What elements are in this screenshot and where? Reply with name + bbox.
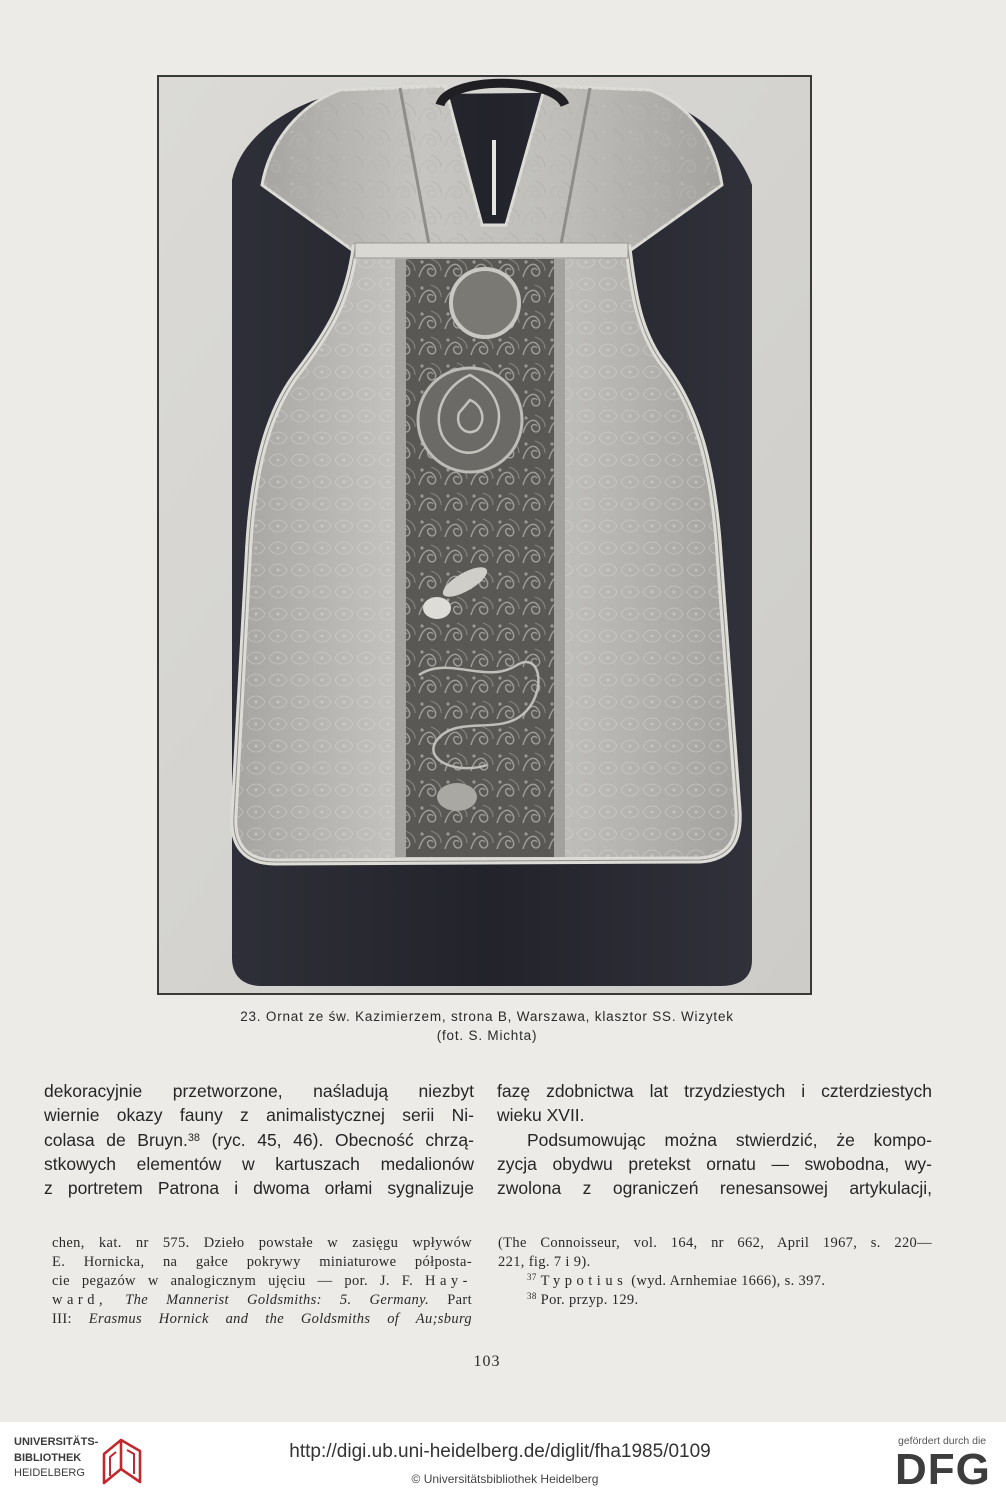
library-logo-icon [101,1436,143,1486]
footnote-line: 221, fig. 7 i 9). [498,1253,591,1270]
light-motif-1 [423,597,451,619]
body-line: wieku XVII. [497,1105,585,1126]
footnote-line: chen, kat. nr 575. Dzieło powstałe w zasięgu wpływów [52,1234,472,1251]
chasuble-photograph [157,75,812,995]
book-title: Erasmus Hornick and the Goldsmiths of Au;sburg [88,1310,472,1327]
photo-credit: (fot. S. Michta) [436,1027,538,1043]
body-line: fazę zdobnictwa lat trzydziestych i czterdziestych [497,1081,932,1101]
footnote-line: (The Connoisseur, vol. 164, nr 662, April 1967, s. 220— [498,1234,932,1251]
library-logo-text: HEIDELBERG [14,1467,85,1479]
library-logo-text: BIBLIOTHEK [14,1451,82,1464]
footnote-37 [498,1272,932,1291]
footnote-line [52,1291,472,1310]
body-column-right [497,1079,932,1200]
author-name: Hay- [425,1272,472,1289]
body-text: (ryc. 45, 46). Obecność chrzą- [199,1129,474,1150]
footnote-text: III: [52,1310,89,1327]
footnote-number: 37 [527,1272,537,1283]
footnote-line: E. Hornicka, na gałce pokrywy miniaturowe półposta- [52,1253,472,1270]
author-name: Typotius [540,1272,628,1289]
funder-note: gefördert durch die [898,1435,987,1447]
footnotes-left [52,1234,472,1329]
footnote-text: (wyd. Arnhemiae 1666), s. 397. [627,1272,826,1289]
footnote-text: Por. przyp. 129. [536,1291,639,1308]
body-line: zwolona z ograniczeń renesansowej artykulacji, [497,1178,932,1199]
copyright-notice: © Universitätsbibliothek Heidelberg [411,1472,599,1486]
book-title: The Mannerist Goldsmiths: 5. Germany. [125,1291,430,1308]
body-line: dekoracyjnie przetworzone, naśladują niezbyt [44,1081,474,1101]
library-logo-stroke [127,1450,134,1474]
footnote-38 [498,1291,932,1310]
library-logo-right-page [121,1440,140,1482]
footnote-text: cie pegazów w analogicznym ujęciu — por. J. F. [52,1272,425,1289]
footnotes-right [498,1234,932,1310]
rose-motif [418,368,522,472]
document-url-link[interactable]: http://digi.ub.uni-heidelberg.de/diglit/fha1985/0109 [289,1441,711,1462]
body-line: stkowych elementów w kartuszach medalionów [44,1153,474,1174]
footnote-line [52,1310,472,1329]
footnote-text: Part [429,1291,472,1308]
lower-motif [437,783,477,811]
footnote-number: 38 [527,1291,537,1302]
paragraph-start-line: Podsumowując można stwierdzić, że kompo- [527,1129,932,1150]
body-line: wiernie okazy fauny z animalistycznej serii Ni- [44,1105,474,1126]
figure-caption: 23. Ornat ze św. Kazimierzem, strona B, Warszawa, klasztor SS. Wizytek [240,1008,734,1024]
body-text: colasa de Bruyn. [44,1129,188,1150]
footnote-ref: 38 [187,1131,200,1144]
body-column-left [44,1079,474,1200]
author-name: ward, [52,1291,108,1308]
dfg-logo: DFG [895,1445,991,1494]
body-line [44,1128,474,1152]
page-number: 103 [473,1353,501,1370]
medallion-motif [451,269,519,337]
front-panel-top-band [355,243,628,258]
body-line: z portretem Patrona i dwoma orłami sygnalizuje [44,1178,474,1199]
library-logo-text: UNIVERSITÄTS- [14,1436,99,1448]
footer [0,1422,1006,1498]
body-line: zycja obydwu pretekst ornatu — swobodna, wy- [497,1153,932,1174]
footnote-line [52,1272,472,1291]
library-logo-left-page [104,1440,121,1483]
